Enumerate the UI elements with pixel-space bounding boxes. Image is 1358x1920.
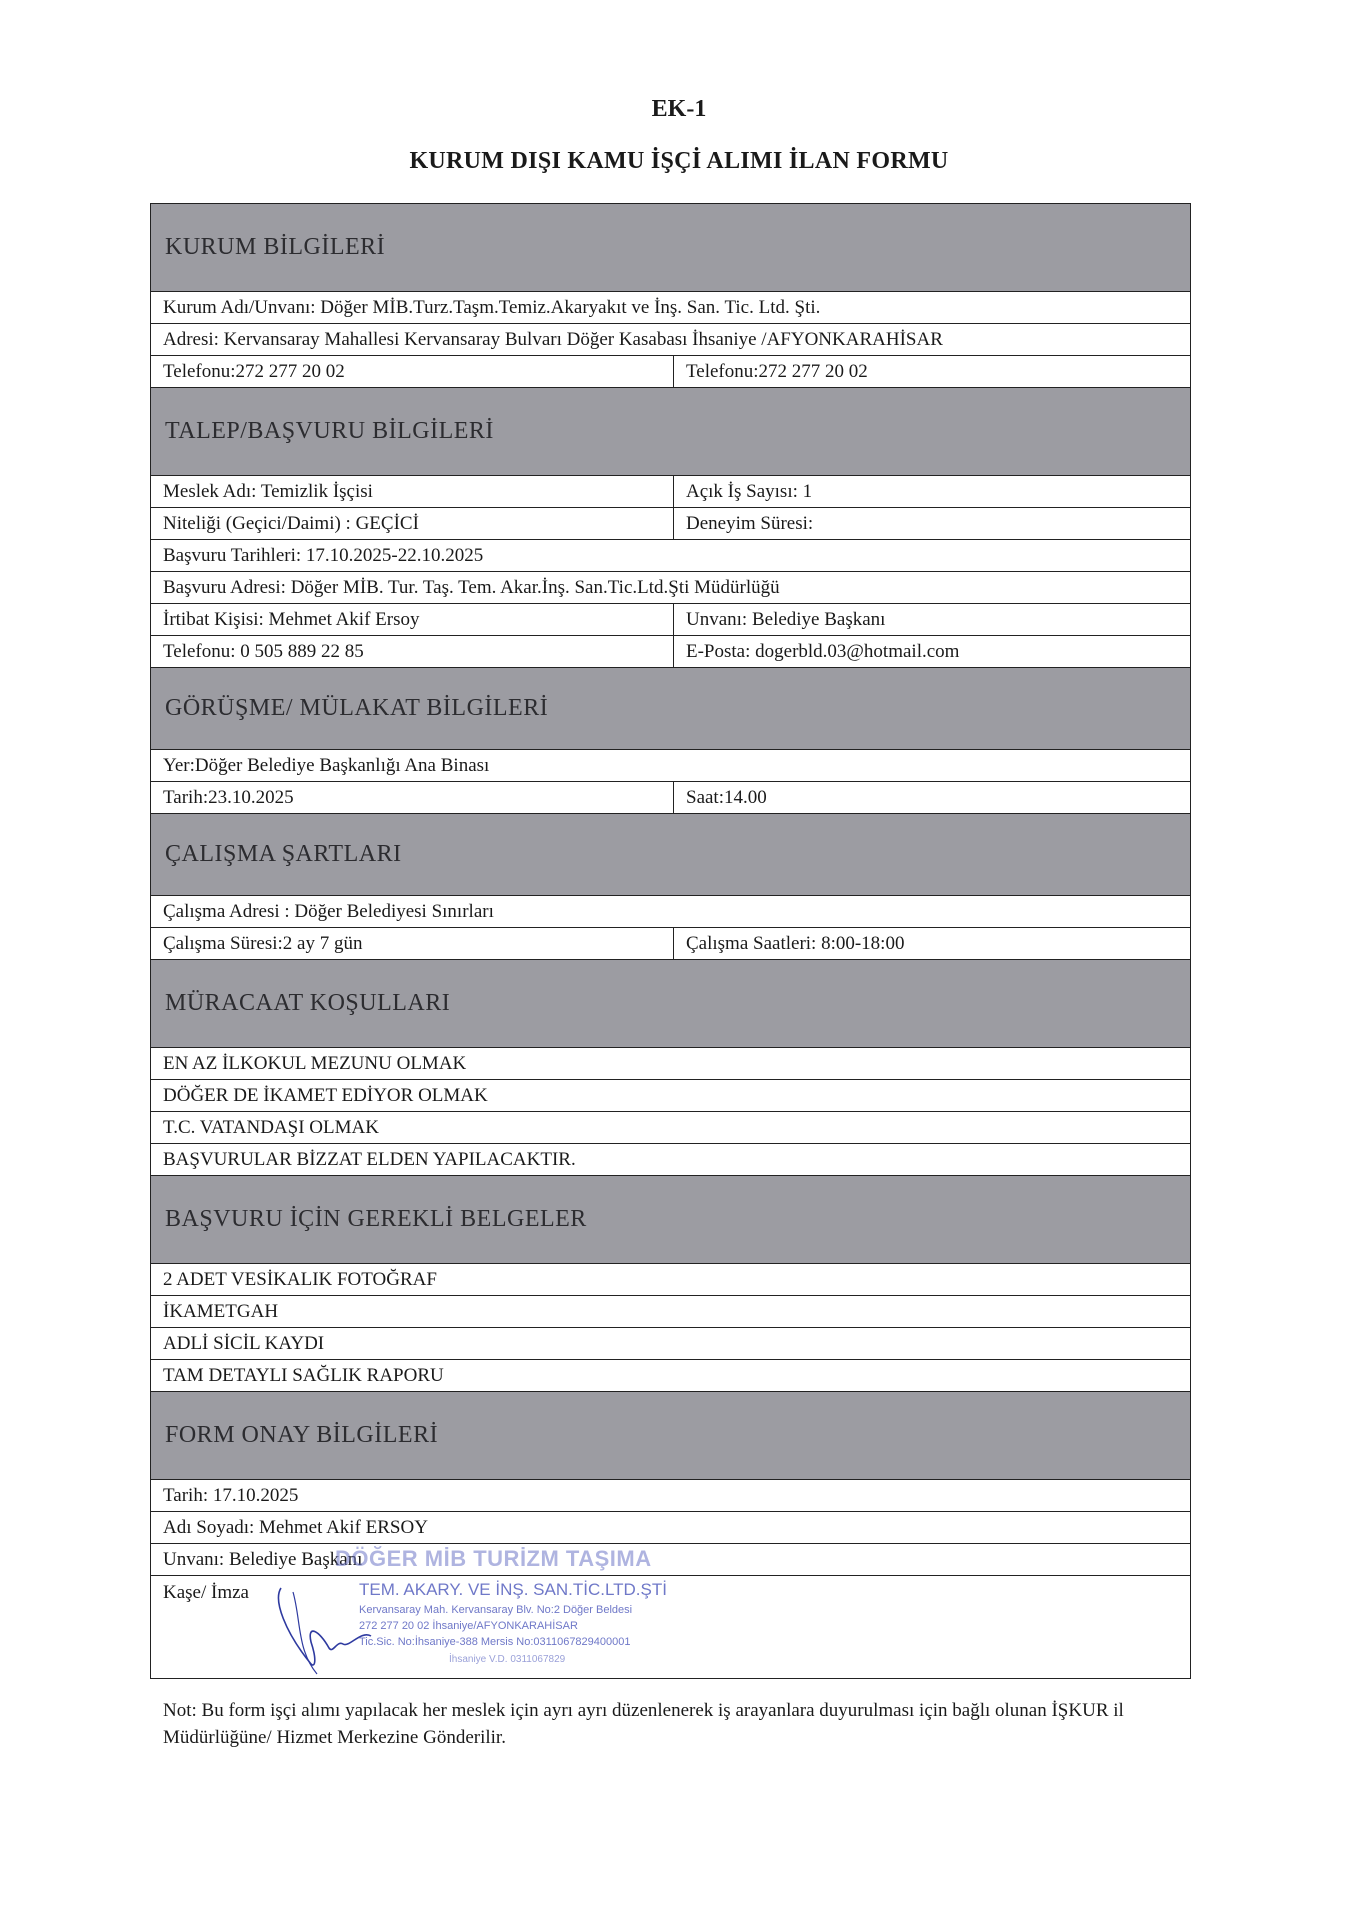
form-table (150, 203, 1191, 1679)
stamp-line: DÖĞER MİB TURİZM TAŞIMA (335, 1546, 652, 1571)
section-heading-muracaat: MÜRACAAT KOŞULLARI (151, 960, 1190, 1048)
list-item (151, 1112, 1190, 1144)
kurum-adres-field: Adresi: Kervansaray Mahallesi Kervansaray Bulvarı Döğer Kasabası İhsaniye /AFYONKARAHİSAR (163, 328, 943, 350)
table-row (151, 324, 1190, 356)
section-heading-talep: TALEP/BAŞVURU BİLGİLERİ (151, 388, 1190, 476)
belge-item: TAM DETAYLI SAĞLIK RAPORU (163, 1364, 444, 1386)
table-row (151, 1512, 1190, 1544)
section-heading-belgeler: BAŞVURU İÇİN GEREKLİ BELGELER (151, 1176, 1190, 1264)
stamp-line: TEM. AKARY. VE İNŞ. SAN.TİC.LTD.ŞTİ (359, 1580, 667, 1599)
table-row (151, 604, 1190, 636)
calisma-adres-field: Çalışma Adresi : Döğer Belediyesi Sınırları (163, 900, 494, 922)
belge-item: İKAMETGAH (163, 1300, 279, 1322)
telefon-field: Telefonu: 0 505 889 22 85 (151, 636, 674, 667)
list-item (151, 1144, 1190, 1176)
kurum-telefon-field: Telefonu:272 277 20 02 (151, 356, 674, 387)
table-row (151, 636, 1190, 668)
table-row (151, 750, 1190, 782)
table-row (151, 1480, 1190, 1512)
gorusme-saat-field: Saat:14.00 (686, 786, 767, 808)
table-row (151, 782, 1190, 814)
gorusme-yer-field: Yer:Döğer Belediye Başkanlığı Ana Binası (163, 754, 490, 776)
nitelik-field: Niteliği (Geçici/Daimi) : GEÇİCİ (151, 508, 674, 539)
footer-note: Not: Bu form işçi alımı yapılacak her meslek için ayrı ayrı düzenlenerek iş arayanlara duyurulması için bağlı olunan İŞKUR il Müdürlüğüne/ Hizmet Merkezine Gönderilir. (163, 1700, 1124, 1748)
gorusme-tarih-field: Tarih:23.10.2025 (151, 782, 674, 813)
acik-is-field: Açık İş Sayısı: 1 (686, 480, 813, 502)
kurum-telefon2-field: Telefonu:272 277 20 02 (686, 360, 868, 382)
belge-item: 2 ADET VESİKALIK FOTOĞRAF (163, 1268, 437, 1290)
basvuru-tarihleri-field: Başvuru Tarihleri: 17.10.2025-22.10.2025 (163, 544, 484, 566)
list-item (151, 1360, 1190, 1392)
table-row (151, 476, 1190, 508)
calisma-sure-field: Çalışma Süresi:2 ay 7 gün (151, 928, 674, 959)
eposta-field: E-Posta: dogerbld.03@hotmail.com (686, 640, 960, 662)
muracaat-item: EN AZ İLKOKUL MEZUNU OLMAK (163, 1052, 467, 1074)
calisma-saat-field: Çalışma Saatleri: 8:00-18:00 (686, 932, 905, 954)
stamp-line: Tic.Sic. No:İhsaniye-388 Mersis No:0311067829400001 (359, 1636, 631, 1648)
stamp-line: Kervansaray Mah. Kervansaray Blv. No:2 Döğer Beldesi (359, 1604, 633, 1616)
onay-unvan-field: Unvanı: Belediye Başkanı (163, 1548, 363, 1570)
table-row (151, 572, 1190, 604)
muracaat-item: BAŞVURULAR BİZZAT ELDEN YAPILACAKTIR. (163, 1148, 576, 1170)
section-heading-onay: FORM ONAY BİLGİLERİ (151, 1392, 1190, 1480)
kase-imza-label: Kaşe/ İmza (163, 1582, 249, 1603)
annex-label: EK-1 (651, 96, 707, 122)
muracaat-item: DÖĞER DE İKAMET EDİYOR OLMAK (163, 1084, 488, 1106)
muracaat-item: T.C. VATANDAŞI OLMAK (163, 1116, 379, 1138)
basvuru-adresi-field: Başvuru Adresi: Döğer MİB. Tur. Taş. Tem. Akar.İnş. San.Tic.Ltd.Şti Müdürlüğü (163, 576, 780, 598)
table-row (151, 292, 1190, 324)
stamp-line: 272 277 20 02 İhsaniye/AFYONKARAHİSAR (359, 1620, 578, 1632)
company-stamp (319, 1546, 739, 1674)
table-row (151, 356, 1190, 388)
unvan-field: Unvanı: Belediye Başkanı (686, 608, 886, 630)
list-item (151, 1048, 1190, 1080)
list-item (151, 1264, 1190, 1296)
section-heading-calisma: ÇALIŞMA ŞARTLARI (151, 814, 1190, 896)
belge-item: ADLİ SİCİL KAYDI (163, 1332, 325, 1354)
deneyim-field: Deneyim Süresi: (686, 512, 814, 534)
table-row (151, 928, 1190, 960)
form-title: KURUM DIŞI KAMU İŞÇİ ALIMI İLAN FORMU (409, 148, 949, 174)
onay-ad-field: Adı Soyadı: Mehmet Akif ERSOY (163, 1516, 428, 1538)
stamp-line: İhsaniye V.D. 0311067829 (449, 1654, 566, 1665)
list-item (151, 1080, 1190, 1112)
onay-tarih-field: Tarih: 17.10.2025 (163, 1484, 299, 1506)
section-heading-gorusme: GÖRÜŞME/ MÜLAKAT BİLGİLERİ (151, 668, 1190, 750)
list-item (151, 1296, 1190, 1328)
irtibat-field: İrtibat Kişisi: Mehmet Akif Ersoy (151, 604, 674, 635)
table-row (151, 540, 1190, 572)
table-row (151, 896, 1190, 928)
list-item (151, 1328, 1190, 1360)
table-row (151, 508, 1190, 540)
section-heading-kurum: KURUM BİLGİLERİ (151, 204, 1190, 292)
meslek-field: Meslek Adı: Temizlik İşçisi (151, 476, 674, 507)
kurum-ad-field: Kurum Adı/Unvanı: Döğer MİB.Turz.Taşm.Temiz.Akaryakıt ve İnş. San. Tic. Ltd. Şti. (163, 296, 821, 318)
